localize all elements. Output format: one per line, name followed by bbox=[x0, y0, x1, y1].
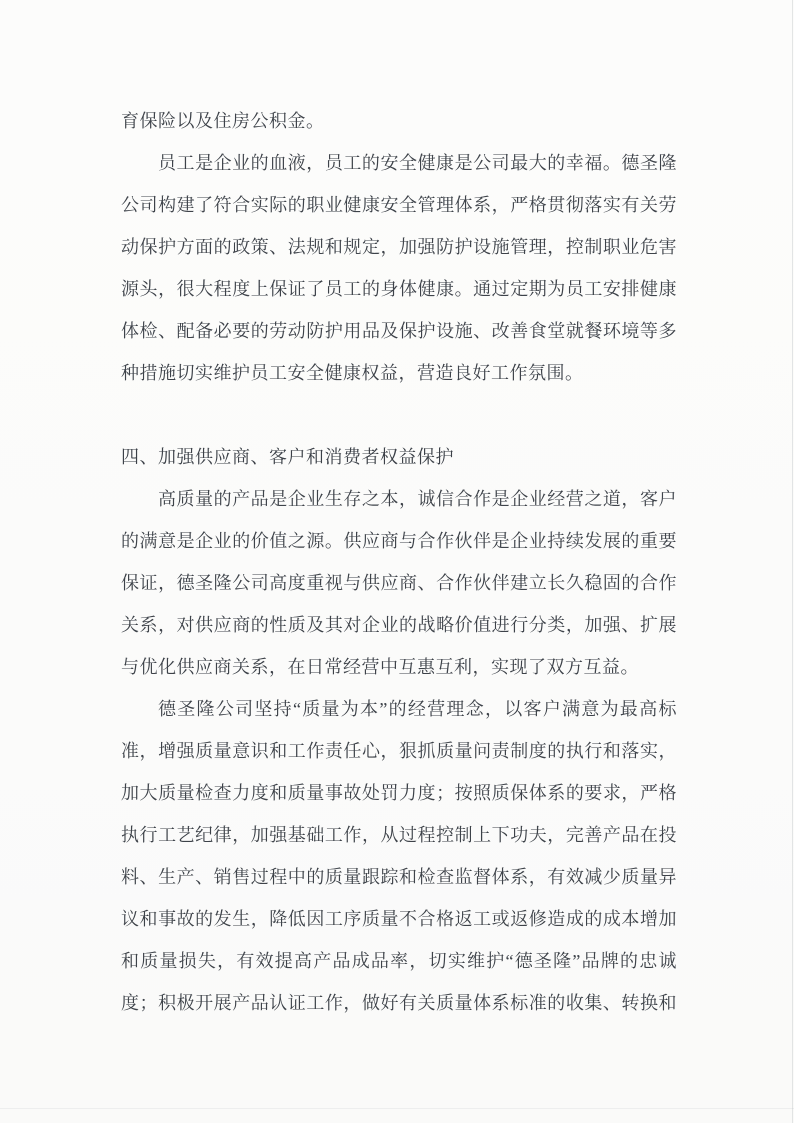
section-heading: 四、加强供应商、客户和消费者权益保护 bbox=[121, 447, 454, 467]
text-line: 保证，德圣隆公司高度重视与供应商、合作伙伴建立长久稳固的合作 bbox=[121, 573, 677, 593]
text-line: 德圣隆公司坚持“质量为本”的经营理念，以客户满意为最高标 bbox=[158, 699, 677, 719]
document-text-block bbox=[121, 100, 677, 1024]
text-line: 执行工艺纪律，加强基础工作，从过程控制上下功夫，完善产品在投 bbox=[121, 825, 677, 845]
text-line: 高质量的产品是企业生存之本，诚信合作是企业经营之道，客户 bbox=[158, 489, 677, 509]
text-line: 议和事故的发生，降低因工序质量不合格返工或返修造成的成本增加 bbox=[121, 909, 677, 929]
blank-line bbox=[121, 394, 677, 436]
text-line: 和质量损失，有效提高产品成品率，切实维护“德圣隆”品牌的忠诚 bbox=[121, 951, 677, 971]
text-line: 员工是企业的血液，员工的安全健康是公司最大的幸福。德圣隆 bbox=[158, 153, 677, 173]
text-line: 与优化供应商关系，在日常经营中互惠互利，实现了双方互益。 bbox=[121, 657, 639, 677]
text-line: 关系，对供应商的性质及其对企业的战略价值进行分类，加强、扩展 bbox=[121, 615, 677, 635]
text-line: 公司构建了符合实际的职业健康安全管理体系，严格贯彻落实有关劳 bbox=[121, 195, 677, 215]
text-line: 加大质量检查力度和质量事故处罚力度；按照质保体系的要求，严格 bbox=[121, 783, 677, 803]
text-line: 育保险以及住房公积金。 bbox=[121, 111, 325, 131]
text-line: 料、生产、销售过程中的质量跟踪和检查监督体系，有效减少质量异 bbox=[121, 867, 677, 887]
text-line: 动保护方面的政策、法规和规定，加强防护设施管理，控制职业危害 bbox=[121, 237, 677, 257]
text-line: 度；积极开展产品认证工作，做好有关质量体系标准的收集、转换和 bbox=[121, 993, 677, 1013]
text-line: 的满意是企业的价值之源。供应商与合作伙伴是企业持续发展的重要 bbox=[121, 531, 677, 551]
text-line: 体检、配备必要的劳动防护用品及保护设施、改善食堂就餐环境等多 bbox=[121, 321, 677, 341]
text-line: 准，增强质量意识和工作责任心，狠抓质量问责制度的执行和落实， bbox=[121, 741, 677, 761]
text-line: 种措施切实维护员工安全健康权益，营造良好工作氛围。 bbox=[121, 363, 584, 383]
text-line: 源头，很大程度上保证了员工的身体健康。通过定期为员工安排健康 bbox=[121, 279, 677, 299]
